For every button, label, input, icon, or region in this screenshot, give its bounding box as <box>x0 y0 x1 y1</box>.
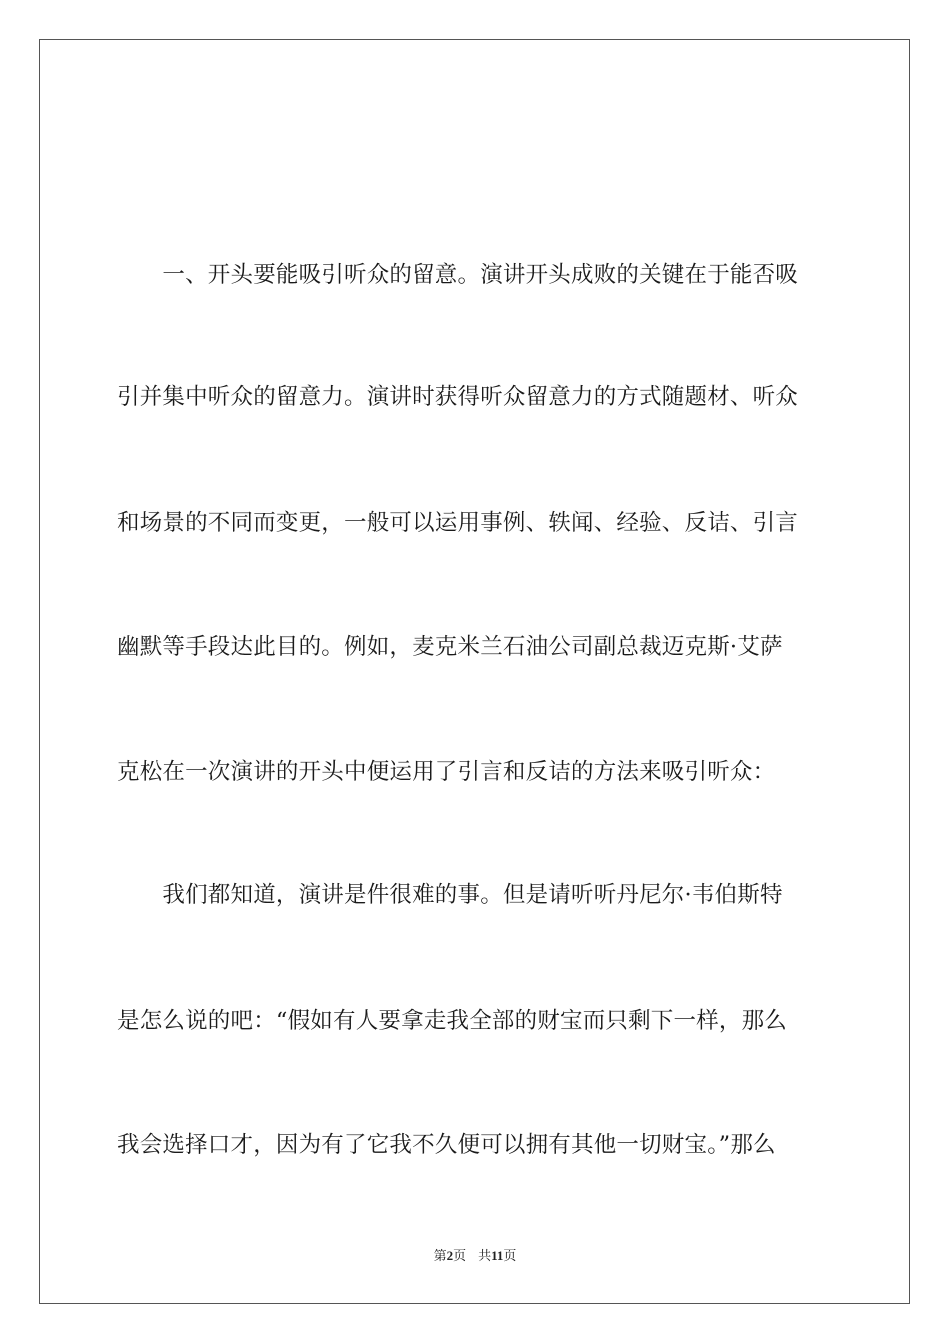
total-pages: 11 <box>491 1248 504 1263</box>
paragraph-line: 是怎么说的吧：“假如有人要拿走我全部的财宝而只剩下一样，那么 <box>117 1008 788 1034</box>
page-border <box>39 39 910 1304</box>
page-label-suffix: 页 <box>453 1249 467 1264</box>
total-label-suffix: 页 <box>503 1249 517 1264</box>
paragraph-line: 我会选择口才，因为有了它我不久便可以拥有其他一切财宝。”那么 <box>117 1132 776 1158</box>
paragraph-line: 幽默等手段达此目的。例如，麦克米兰石油公司副总裁迈克斯·艾萨 <box>117 634 783 660</box>
total-label-prefix: 共 <box>478 1249 492 1264</box>
page-footer <box>0 1247 950 1266</box>
paragraph-line: 一、开头要能吸引听众的留意。演讲开头成败的关键在于能否吸 <box>117 262 799 288</box>
page-number: 2 <box>446 1248 454 1263</box>
paragraph-line: 和场景的不同而变更，一般可以运用事例、轶闻、经验、反诘、引言 <box>117 510 799 536</box>
paragraph-line: 我们都知道，演讲是件很难的事。但是请听听丹尼尔·韦伯斯特 <box>117 882 783 908</box>
paragraph-line: 引并集中听众的留意力。演讲时获得听众留意力的方式随题材、听众 <box>117 384 799 410</box>
page-label-prefix: 第 <box>433 1249 447 1264</box>
paragraph-line: 克松在一次演讲的开头中便运用了引言和反诘的方法来吸引听众： <box>117 759 776 785</box>
